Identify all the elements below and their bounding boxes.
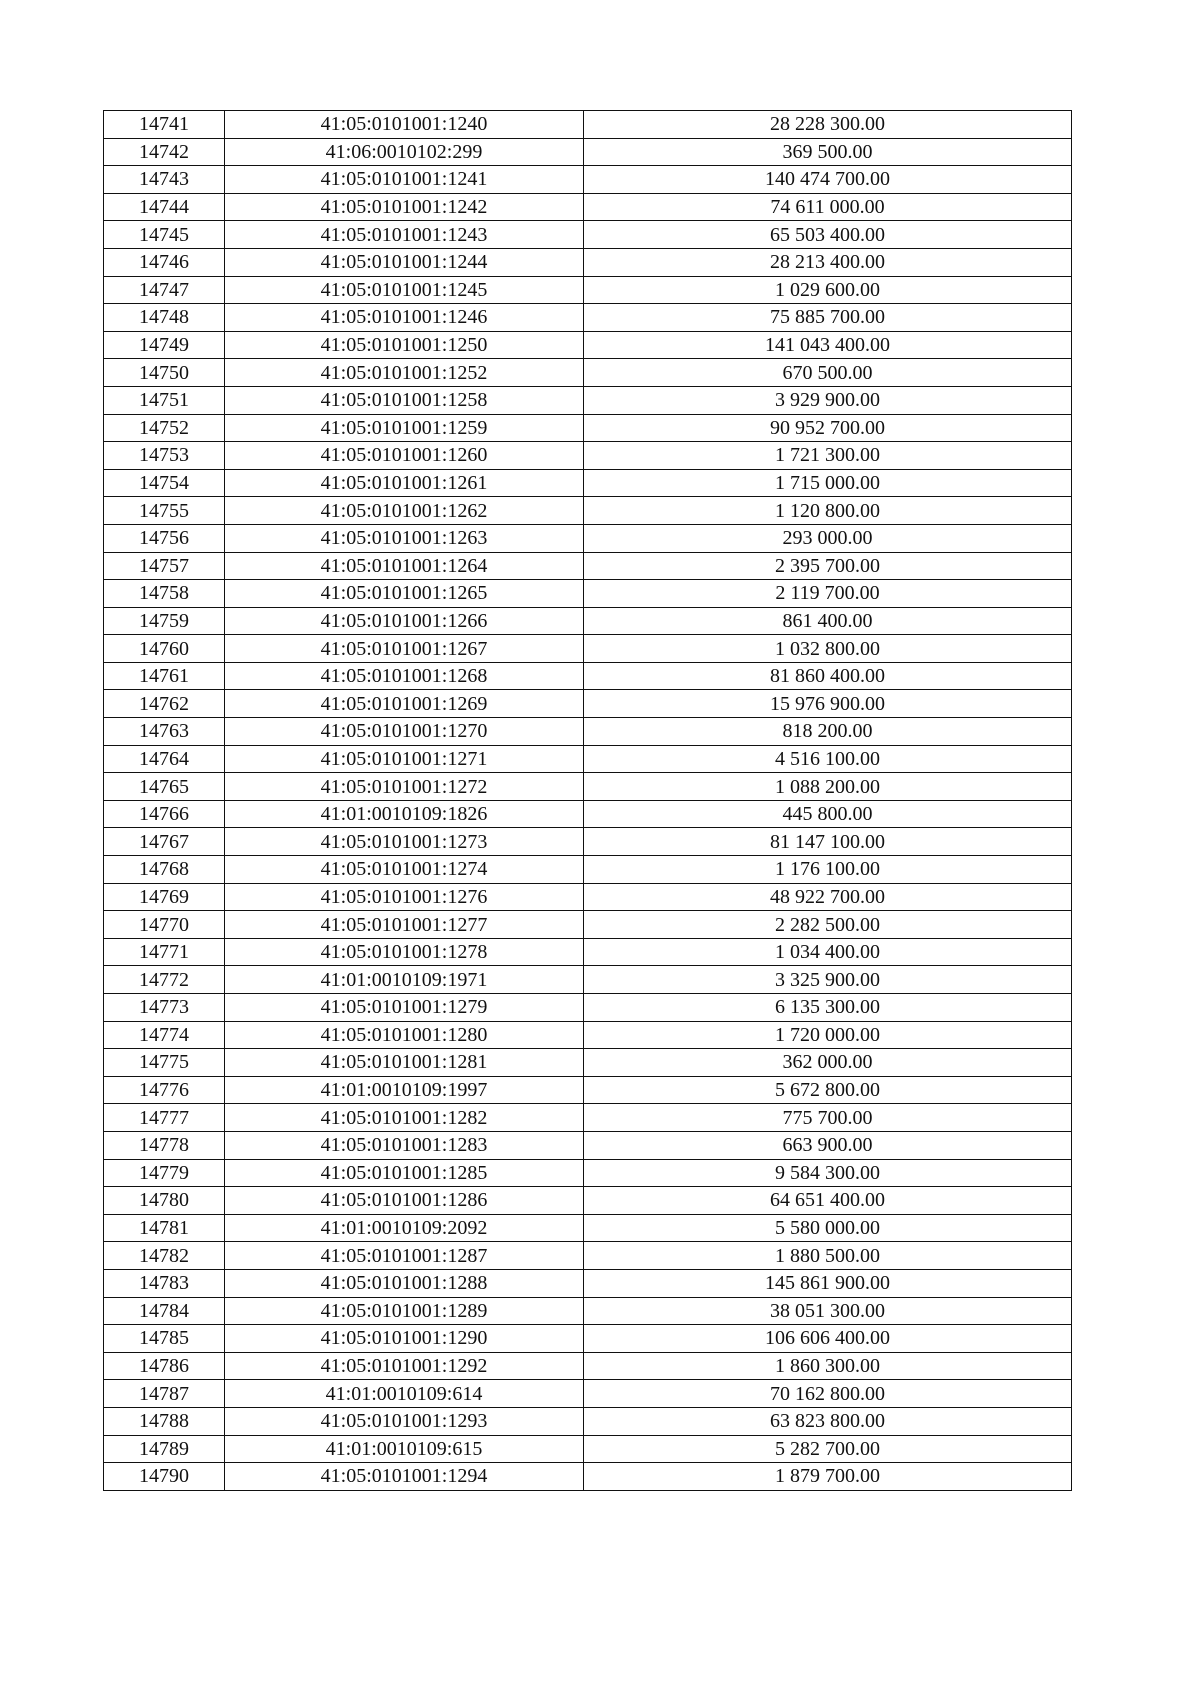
row-number-cell: 14758 — [104, 580, 225, 608]
table-row — [104, 248, 1072, 276]
table-row — [104, 414, 1072, 442]
cadastral-value-cell: 48 922 700.00 — [584, 883, 1072, 911]
row-number-cell: 14774 — [104, 1021, 225, 1049]
cadastral-value-cell: 293 000.00 — [584, 524, 1072, 552]
cadastral-number-cell: 41:05:0101001:1252 — [225, 359, 584, 387]
row-number-cell: 14789 — [104, 1435, 225, 1463]
cadastral-value-cell: 1 029 600.00 — [584, 276, 1072, 304]
table-row — [104, 469, 1072, 497]
row-number-cell: 14757 — [104, 552, 225, 580]
cadastral-value-cell: 106 606 400.00 — [584, 1325, 1072, 1353]
cadastral-value-cell: 6 135 300.00 — [584, 994, 1072, 1022]
cadastral-value-cell: 70 162 800.00 — [584, 1380, 1072, 1408]
cadastral-number-cell: 41:05:0101001:1263 — [225, 524, 584, 552]
cadastral-value-cell: 2 282 500.00 — [584, 911, 1072, 939]
cadastral-number-cell: 41:05:0101001:1290 — [225, 1325, 584, 1353]
row-number-cell: 14765 — [104, 773, 225, 801]
table-row — [104, 911, 1072, 939]
row-number-cell: 14787 — [104, 1380, 225, 1408]
cadastral-number-cell: 41:05:0101001:1281 — [225, 1049, 584, 1077]
cadastral-number-cell: 41:05:0101001:1293 — [225, 1407, 584, 1435]
cadastral-value-cell: 5 282 700.00 — [584, 1435, 1072, 1463]
table-row — [104, 552, 1072, 580]
table-row — [104, 773, 1072, 801]
table-row — [104, 828, 1072, 856]
row-number-cell: 14764 — [104, 745, 225, 773]
cadastral-value-table — [103, 110, 1072, 1491]
row-number-cell: 14788 — [104, 1407, 225, 1435]
table-row — [104, 1131, 1072, 1159]
cadastral-number-cell: 41:05:0101001:1285 — [225, 1159, 584, 1187]
row-number-cell: 14769 — [104, 883, 225, 911]
table-row — [104, 331, 1072, 359]
table-row — [104, 1021, 1072, 1049]
cadastral-value-cell: 90 952 700.00 — [584, 414, 1072, 442]
cadastral-number-cell: 41:05:0101001:1280 — [225, 1021, 584, 1049]
table-row — [104, 193, 1072, 221]
table-row — [104, 856, 1072, 884]
cadastral-value-cell: 1 860 300.00 — [584, 1352, 1072, 1380]
table-row — [104, 1435, 1072, 1463]
table-row — [104, 111, 1072, 139]
row-number-cell: 14781 — [104, 1214, 225, 1242]
table-row — [104, 166, 1072, 194]
cadastral-value-cell: 1 176 100.00 — [584, 856, 1072, 884]
row-number-cell: 14750 — [104, 359, 225, 387]
row-number-cell: 14790 — [104, 1463, 225, 1491]
cadastral-value-cell: 369 500.00 — [584, 138, 1072, 166]
cadastral-number-cell: 41:01:0010109:1997 — [225, 1076, 584, 1104]
cadastral-number-cell: 41:05:0101001:1259 — [225, 414, 584, 442]
table-row — [104, 304, 1072, 332]
cadastral-value-cell: 9 584 300.00 — [584, 1159, 1072, 1187]
cadastral-number-cell: 41:06:0010102:299 — [225, 138, 584, 166]
row-number-cell: 14782 — [104, 1242, 225, 1270]
row-number-cell: 14741 — [104, 111, 225, 139]
row-number-cell: 14771 — [104, 938, 225, 966]
cadastral-value-cell: 2 395 700.00 — [584, 552, 1072, 580]
table-row — [104, 690, 1072, 718]
table-row — [104, 221, 1072, 249]
table-row — [104, 1159, 1072, 1187]
cadastral-value-cell: 1 721 300.00 — [584, 442, 1072, 470]
table-row — [104, 635, 1072, 663]
cadastral-number-cell: 41:01:0010109:615 — [225, 1435, 584, 1463]
table-row — [104, 442, 1072, 470]
row-number-cell: 14746 — [104, 248, 225, 276]
row-number-cell: 14785 — [104, 1325, 225, 1353]
table-row — [104, 1325, 1072, 1353]
table-row — [104, 1297, 1072, 1325]
row-number-cell: 14784 — [104, 1297, 225, 1325]
table-row — [104, 138, 1072, 166]
cadastral-number-cell: 41:05:0101001:1271 — [225, 745, 584, 773]
cadastral-number-cell: 41:05:0101001:1278 — [225, 938, 584, 966]
table-body — [104, 111, 1072, 1491]
row-number-cell: 14763 — [104, 718, 225, 746]
cadastral-value-cell: 1 120 800.00 — [584, 497, 1072, 525]
row-number-cell: 14759 — [104, 607, 225, 635]
cadastral-value-cell: 1 715 000.00 — [584, 469, 1072, 497]
row-number-cell: 14777 — [104, 1104, 225, 1132]
row-number-cell: 14747 — [104, 276, 225, 304]
table-row — [104, 1076, 1072, 1104]
cadastral-value-cell: 5 580 000.00 — [584, 1214, 1072, 1242]
cadastral-number-cell: 41:05:0101001:1272 — [225, 773, 584, 801]
cadastral-number-cell: 41:05:0101001:1240 — [225, 111, 584, 139]
table-row — [104, 745, 1072, 773]
cadastral-number-cell: 41:05:0101001:1270 — [225, 718, 584, 746]
row-number-cell: 14773 — [104, 994, 225, 1022]
row-number-cell: 14754 — [104, 469, 225, 497]
cadastral-value-cell: 3 929 900.00 — [584, 386, 1072, 414]
row-number-cell: 14762 — [104, 690, 225, 718]
table-row — [104, 1407, 1072, 1435]
table-row — [104, 1049, 1072, 1077]
cadastral-value-cell: 1 032 800.00 — [584, 635, 1072, 663]
table-row — [104, 1242, 1072, 1270]
cadastral-value-cell: 670 500.00 — [584, 359, 1072, 387]
cadastral-number-cell: 41:05:0101001:1288 — [225, 1269, 584, 1297]
cadastral-number-cell: 41:05:0101001:1269 — [225, 690, 584, 718]
cadastral-value-cell: 64 651 400.00 — [584, 1187, 1072, 1215]
cadastral-number-cell: 41:05:0101001:1276 — [225, 883, 584, 911]
cadastral-value-cell: 775 700.00 — [584, 1104, 1072, 1132]
cadastral-value-cell: 2 119 700.00 — [584, 580, 1072, 608]
row-number-cell: 14749 — [104, 331, 225, 359]
table-row — [104, 580, 1072, 608]
cadastral-number-cell: 41:05:0101001:1246 — [225, 304, 584, 332]
cadastral-value-cell: 63 823 800.00 — [584, 1407, 1072, 1435]
row-number-cell: 14768 — [104, 856, 225, 884]
table-row — [104, 800, 1072, 828]
cadastral-number-cell: 41:05:0101001:1241 — [225, 166, 584, 194]
cadastral-number-cell: 41:05:0101001:1242 — [225, 193, 584, 221]
row-number-cell: 14743 — [104, 166, 225, 194]
cadastral-value-cell: 38 051 300.00 — [584, 1297, 1072, 1325]
row-number-cell: 14779 — [104, 1159, 225, 1187]
table-row — [104, 718, 1072, 746]
cadastral-number-cell: 41:05:0101001:1262 — [225, 497, 584, 525]
cadastral-value-cell: 4 516 100.00 — [584, 745, 1072, 773]
table-row — [104, 524, 1072, 552]
row-number-cell: 14770 — [104, 911, 225, 939]
cadastral-number-cell: 41:05:0101001:1245 — [225, 276, 584, 304]
cadastral-number-cell: 41:05:0101001:1294 — [225, 1463, 584, 1491]
table-row — [104, 386, 1072, 414]
cadastral-number-cell: 41:05:0101001:1289 — [225, 1297, 584, 1325]
row-number-cell: 14755 — [104, 497, 225, 525]
cadastral-number-cell: 41:05:0101001:1268 — [225, 662, 584, 690]
cadastral-number-cell: 41:05:0101001:1266 — [225, 607, 584, 635]
cadastral-number-cell: 41:05:0101001:1244 — [225, 248, 584, 276]
cadastral-value-cell: 1 720 000.00 — [584, 1021, 1072, 1049]
row-number-cell: 14786 — [104, 1352, 225, 1380]
cadastral-value-cell: 1 034 400.00 — [584, 938, 1072, 966]
row-number-cell: 14761 — [104, 662, 225, 690]
cadastral-value-cell: 1 880 500.00 — [584, 1242, 1072, 1270]
row-number-cell: 14745 — [104, 221, 225, 249]
cadastral-number-cell: 41:05:0101001:1264 — [225, 552, 584, 580]
cadastral-number-cell: 41:05:0101001:1282 — [225, 1104, 584, 1132]
table-row — [104, 1104, 1072, 1132]
cadastral-value-cell: 818 200.00 — [584, 718, 1072, 746]
table-row — [104, 276, 1072, 304]
row-number-cell: 14751 — [104, 386, 225, 414]
cadastral-number-cell: 41:05:0101001:1243 — [225, 221, 584, 249]
table-row — [104, 1214, 1072, 1242]
cadastral-value-cell: 74 611 000.00 — [584, 193, 1072, 221]
cadastral-number-cell: 41:01:0010109:1971 — [225, 966, 584, 994]
cadastral-value-cell: 1 088 200.00 — [584, 773, 1072, 801]
cadastral-value-cell: 28 213 400.00 — [584, 248, 1072, 276]
table-row — [104, 966, 1072, 994]
table-row — [104, 883, 1072, 911]
row-number-cell: 14748 — [104, 304, 225, 332]
cadastral-value-cell: 65 503 400.00 — [584, 221, 1072, 249]
cadastral-number-cell: 41:01:0010109:1826 — [225, 800, 584, 828]
row-number-cell: 14766 — [104, 800, 225, 828]
cadastral-value-cell: 362 000.00 — [584, 1049, 1072, 1077]
cadastral-value-cell: 75 885 700.00 — [584, 304, 1072, 332]
row-number-cell: 14744 — [104, 193, 225, 221]
cadastral-value-cell: 1 879 700.00 — [584, 1463, 1072, 1491]
cadastral-number-cell: 41:01:0010109:614 — [225, 1380, 584, 1408]
cadastral-value-cell: 15 976 900.00 — [584, 690, 1072, 718]
row-number-cell: 14760 — [104, 635, 225, 663]
cadastral-value-cell: 141 043 400.00 — [584, 331, 1072, 359]
row-number-cell: 14776 — [104, 1076, 225, 1104]
row-number-cell: 14753 — [104, 442, 225, 470]
table-row — [104, 1269, 1072, 1297]
row-number-cell: 14742 — [104, 138, 225, 166]
cadastral-number-cell: 41:05:0101001:1283 — [225, 1131, 584, 1159]
cadastral-number-cell: 41:05:0101001:1265 — [225, 580, 584, 608]
cadastral-value-cell: 663 900.00 — [584, 1131, 1072, 1159]
table-row — [104, 994, 1072, 1022]
row-number-cell: 14767 — [104, 828, 225, 856]
table-row — [104, 607, 1072, 635]
cadastral-number-cell: 41:01:0010109:2092 — [225, 1214, 584, 1242]
table-row — [104, 1187, 1072, 1215]
table-row — [104, 1352, 1072, 1380]
cadastral-number-cell: 41:05:0101001:1250 — [225, 331, 584, 359]
cadastral-number-cell: 41:05:0101001:1286 — [225, 1187, 584, 1215]
row-number-cell: 14783 — [104, 1269, 225, 1297]
row-number-cell: 14772 — [104, 966, 225, 994]
cadastral-value-cell: 81 147 100.00 — [584, 828, 1072, 856]
row-number-cell: 14756 — [104, 524, 225, 552]
row-number-cell: 14752 — [104, 414, 225, 442]
table-row — [104, 1380, 1072, 1408]
cadastral-number-cell: 41:05:0101001:1273 — [225, 828, 584, 856]
cadastral-number-cell: 41:05:0101001:1267 — [225, 635, 584, 663]
cadastral-value-cell: 5 672 800.00 — [584, 1076, 1072, 1104]
cadastral-number-cell: 41:05:0101001:1279 — [225, 994, 584, 1022]
cadastral-value-cell: 445 800.00 — [584, 800, 1072, 828]
cadastral-value-cell: 28 228 300.00 — [584, 111, 1072, 139]
cadastral-number-cell: 41:05:0101001:1274 — [225, 856, 584, 884]
cadastral-value-cell: 145 861 900.00 — [584, 1269, 1072, 1297]
row-number-cell: 14778 — [104, 1131, 225, 1159]
cadastral-number-cell: 41:05:0101001:1260 — [225, 442, 584, 470]
cadastral-number-cell: 41:05:0101001:1277 — [225, 911, 584, 939]
cadastral-number-cell: 41:05:0101001:1287 — [225, 1242, 584, 1270]
cadastral-value-cell: 3 325 900.00 — [584, 966, 1072, 994]
row-number-cell: 14780 — [104, 1187, 225, 1215]
table-row — [104, 359, 1072, 387]
table-row — [104, 497, 1072, 525]
table-row — [104, 1463, 1072, 1491]
row-number-cell: 14775 — [104, 1049, 225, 1077]
table-row — [104, 662, 1072, 690]
cadastral-number-cell: 41:05:0101001:1292 — [225, 1352, 584, 1380]
cadastral-value-cell: 140 474 700.00 — [584, 166, 1072, 194]
cadastral-value-cell: 81 860 400.00 — [584, 662, 1072, 690]
cadastral-number-cell: 41:05:0101001:1258 — [225, 386, 584, 414]
table-row — [104, 938, 1072, 966]
cadastral-value-cell: 861 400.00 — [584, 607, 1072, 635]
cadastral-number-cell: 41:05:0101001:1261 — [225, 469, 584, 497]
